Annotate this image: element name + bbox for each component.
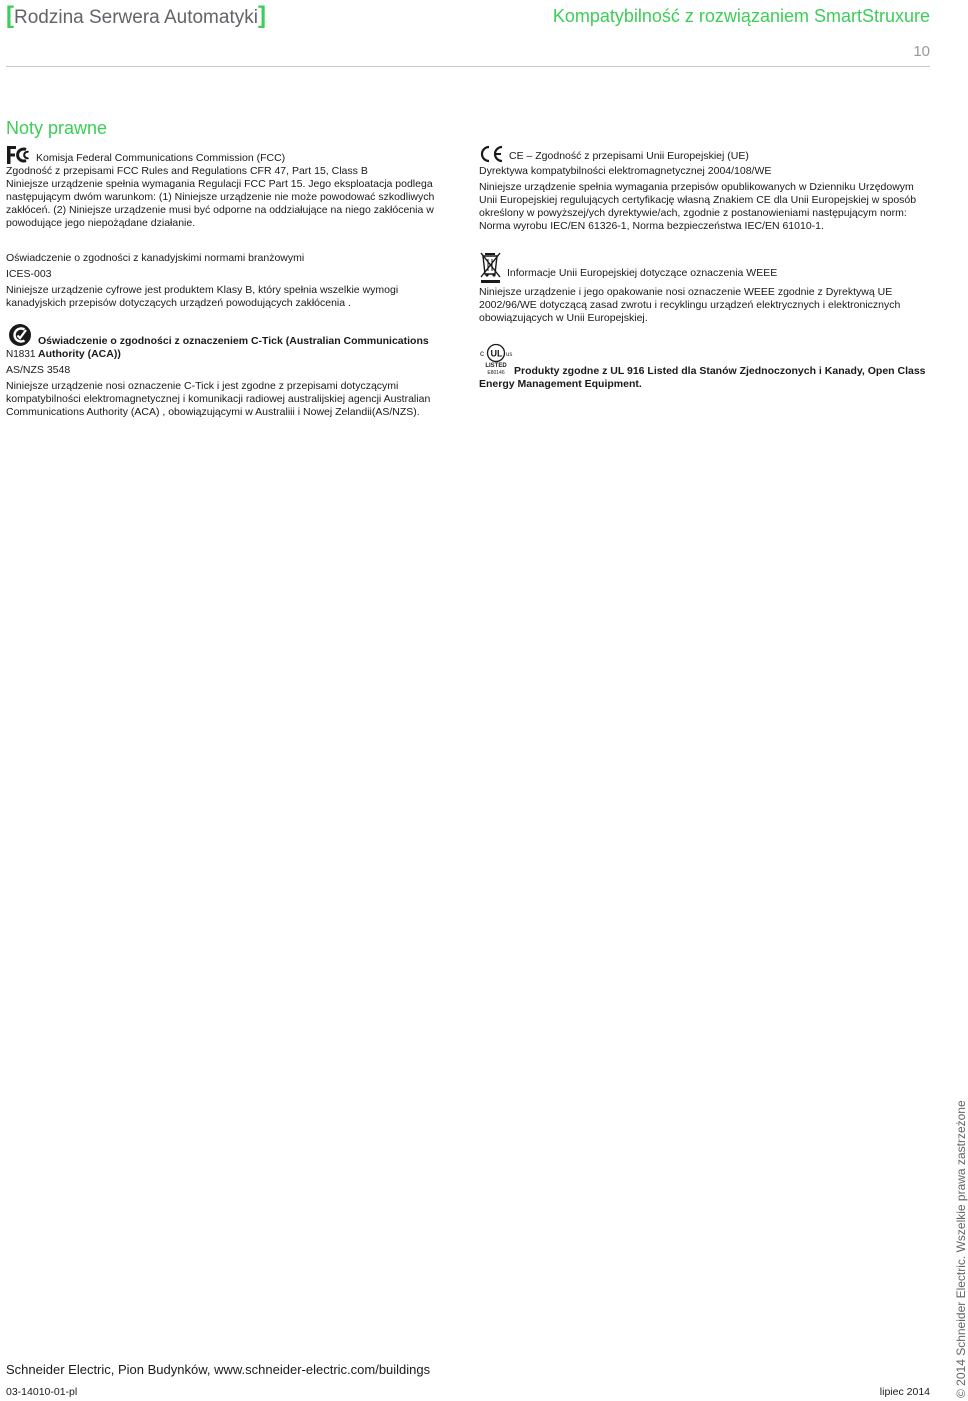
weee-section	[479, 250, 930, 325]
document-subject-title: Kompatybilność z rozwiązaniem SmartStruxure	[552, 6, 930, 26]
svg-text:c: c	[480, 349, 484, 358]
ce-mark-icon	[479, 145, 505, 163]
footer-date: lipiec 2014	[879, 1386, 930, 1398]
canada-heading: Oświadczenie o zgodności z kanadyjskimi normami branżowymi	[6, 252, 305, 264]
fcc-section	[6, 145, 452, 230]
copyright-notice: © 2014 Schneider Electric. Wszelkie prawa zastrzeżone	[954, 1100, 968, 1398]
canada-code: ICES-003	[6, 268, 52, 280]
svg-text:us: us	[506, 352, 513, 358]
weee-bin-icon	[479, 250, 503, 284]
page-number: 10	[913, 43, 930, 60]
bracket-close: ]	[257, 2, 266, 29]
footer-document-number: 03-14010-01-pl	[6, 1386, 78, 1398]
ctick-standard: AS/NZS 3548	[6, 364, 71, 376]
svg-text:UL: UL	[490, 348, 503, 359]
ctick-mark-icon	[8, 323, 36, 347]
document-series-title	[6, 3, 266, 31]
ctick-body: Niniejsze urządzenie nosi oznaczenie C-Tick i jest zgodne z przepisami dotyczącymi kompatybilności elektromagnetycznej i komunikacji radiowej australijskiej agencji Australian Communications Authority (ACA) , obowiązującymi w Australiii i Nowej Zelandii(AS/NZS).	[6, 380, 431, 418]
fcc-conditions-text: Niniejsze urządzenie spełnia wymagania Regulacji FCC Part 15. Jego eksploatacja podlega następującym dwóm warunkom: (1) Niniejsze urządzenie nie może powodować szkodliwych zakłóceń. (2) Niniejsze urządzenie musi być odporne na oddziałujące na niego zakłócenia w powodujące jego niepożądane działanie.	[6, 178, 435, 229]
ul-listed-icon	[479, 343, 513, 363]
bracket-open: [	[6, 2, 14, 29]
ctick-mark	[6, 323, 36, 361]
ctick-heading: Oświadczenie o zgodności z oznaczeniem C-Tick (Australian Communications Authority (ACA))	[38, 335, 429, 360]
section-title: Noty prawne	[6, 118, 108, 138]
ctick-section	[6, 323, 452, 419]
ctick-mark-code: N1831	[6, 349, 36, 360]
header-divider	[6, 66, 930, 67]
ce-section	[479, 145, 930, 233]
canada-body: Niniejsze urządzenie cyfrowe jest produktem Klasy B, który spełnia wszelkie wymogi kanadyjskich przepisów dotyczących urządzeń powodujących zakłócenia .	[6, 284, 399, 309]
footer-address: Schneider Electric, Pion Budynków, www.schneider-electric.com/buildings	[6, 1362, 431, 1377]
weee-heading: Informacje Unii Europejskiej dotyczące oznaczenia WEEE	[507, 267, 778, 279]
weee-body: Niniejsze urządzenie i jego opakowanie nosi oznaczenie WEEE zgodnie z Dyrektywą UE 2002/96/WE dotyczącą zasad zwrotu i recyklingu urządzeń elektrycznych i elektronicznych obowiązujących w Unii Europejskiej.	[479, 286, 901, 324]
ce-body: Niniejsze urządzenie spełnia wymagania przepisów opublikowanych w Dzienniku Urzędowym Unii Europejskiej regulujących certyfikację własną Znakiem CE dla Unii Europejskiej w sposób określony w powyższej/ych dyrektywie/ach, zgodnie z postanowieniami następującym norm: Norma wyrobu IEC/EN 61326-1, Norma bezpieczeństwa IEC/EN 61010-1.	[479, 181, 917, 232]
series-title-text: Rodzina Serwera Automatyki	[14, 7, 258, 28]
fcc-logo-icon	[6, 145, 32, 165]
ul-body: Produkty zgodne z UL 916 Listed dla Stanów Zjednoczonych i Kanady, Open Class Energy Management Equipment.	[479, 365, 926, 390]
ul-listed-label: LISTED	[485, 363, 507, 369]
fcc-heading: Komisja Federal Communications Commission (FCC)	[36, 152, 286, 164]
ul-listed-code: E80146	[487, 370, 505, 376]
ce-heading: CE – Zgodność z przepisami Unii Europejskiej (UE)	[509, 150, 749, 162]
canada-section	[6, 252, 452, 310]
ce-directive: Dyrektywa kompatybilności elektromagnetycznej 2004/108/WE	[479, 165, 772, 177]
fcc-compliance-line: Zgodność z przepisami FCC Rules and Regulations CFR 47, Part 15, Class B	[6, 165, 368, 177]
